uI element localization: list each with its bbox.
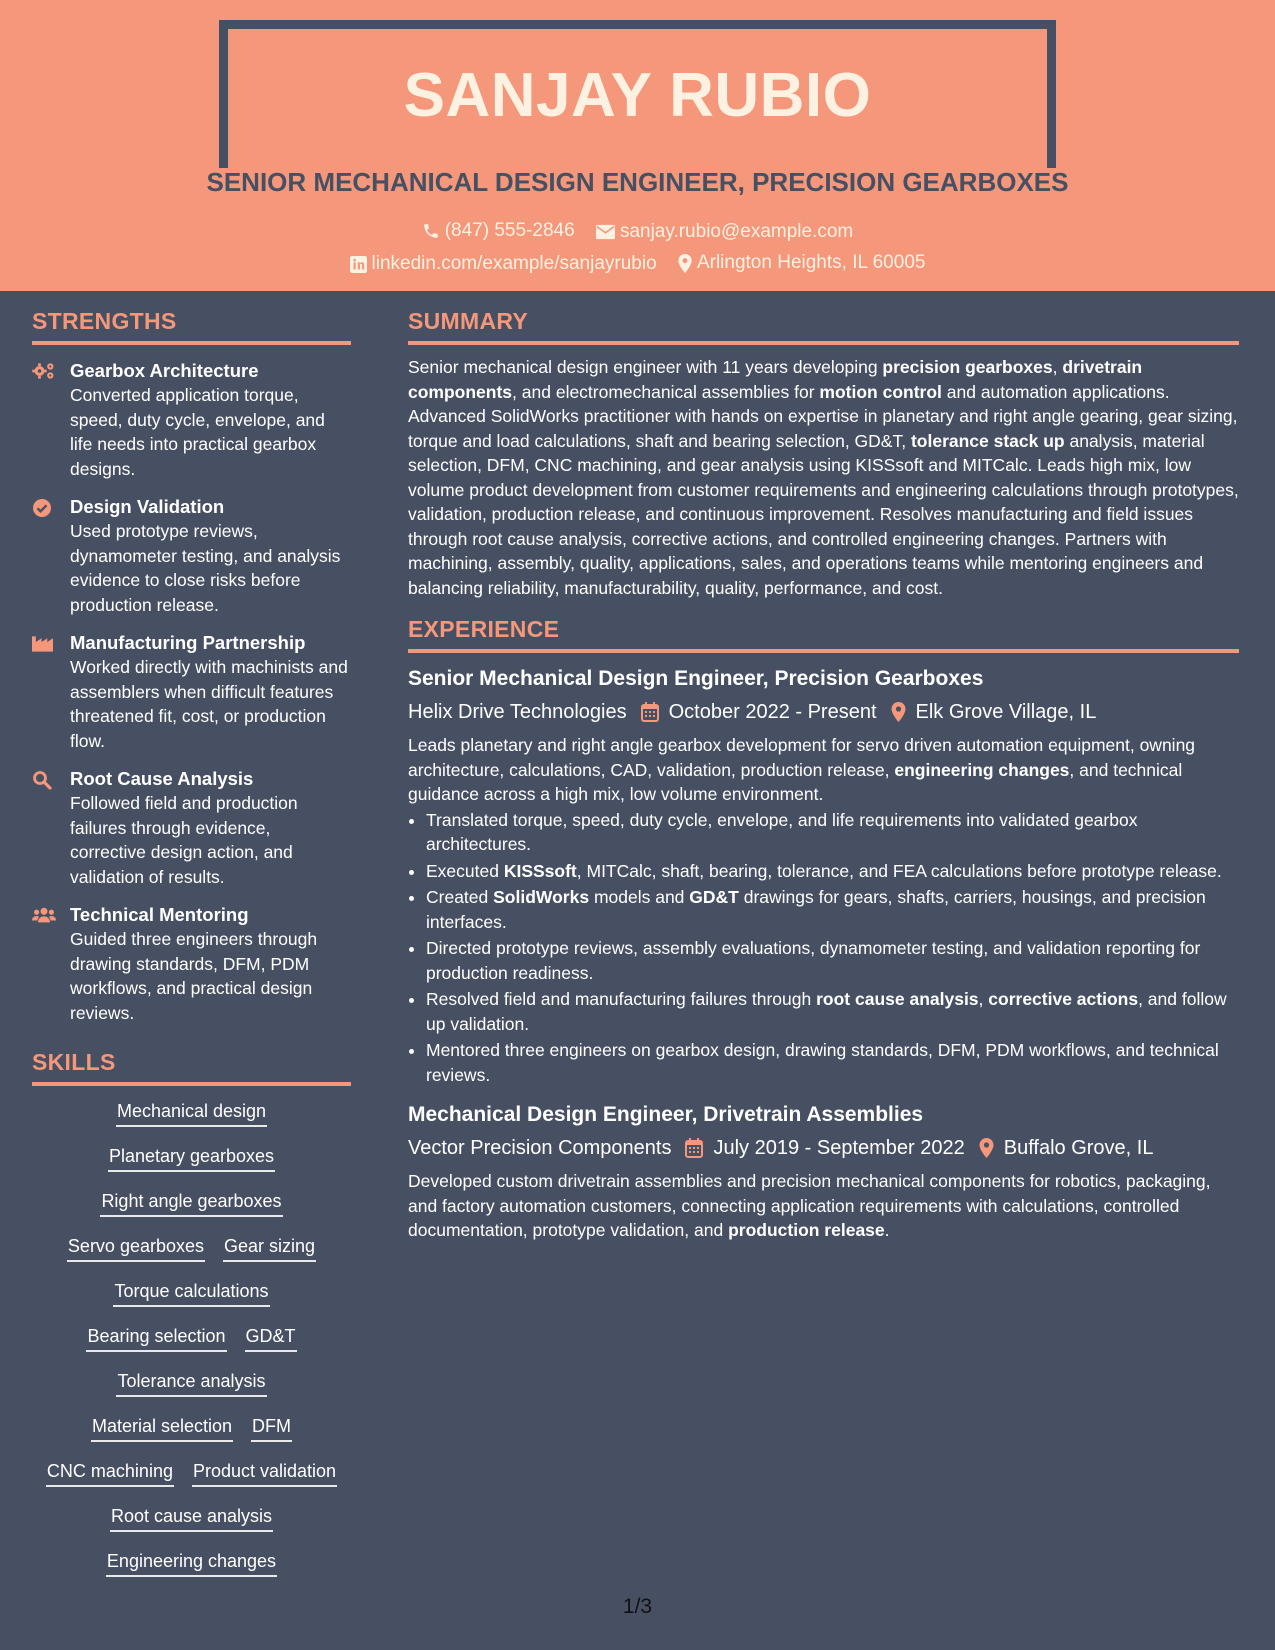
emphasis-text: drivetrain components	[408, 357, 1143, 402]
text-run: ,	[978, 989, 989, 1009]
strength-item	[32, 495, 351, 617]
skill-tag: Material selection	[91, 1415, 233, 1442]
candidate-headline: SENIOR MECHANICAL DESIGN ENGINEER, PRECISION GEARBOXES	[206, 167, 1069, 197]
strength-item	[32, 631, 351, 753]
skill-tag: Product validation	[192, 1460, 337, 1487]
users-icon	[32, 903, 70, 1025]
job-title: Mechanical Design Engineer, Drivetrain Assemblies	[408, 1103, 924, 1126]
job-dates-text: July 2019 - September 2022	[713, 1137, 965, 1159]
right-column	[408, 308, 1239, 1243]
skill-tag: Gear sizing	[223, 1235, 316, 1262]
emphasis-text: GD&T	[689, 887, 739, 907]
email-text: sanjay.rubio@example.com	[619, 221, 854, 242]
calendar-icon	[641, 702, 659, 722]
contact-row-2	[0, 252, 1275, 279]
strength-desc: Converted application torque, speed, duty cycle, envelope, and life needs into practical gearbox designs.	[70, 385, 325, 479]
gears-icon	[32, 359, 70, 481]
summary-heading: SUMMARY	[408, 308, 1239, 345]
contact-email[interactable]	[596, 221, 853, 243]
text-run: Developed custom drivetrain assemblies and precision mechanical components for robotics, packaging, and factory automation customers, connecting application requirements with calculations, controlled documentation, prototype validation, and	[408, 1171, 1211, 1240]
skill-row	[32, 1145, 351, 1190]
job-meta	[408, 699, 1239, 725]
text-run: , MITCalc, shaft, bearing, tolerance, and FEA calculations before prototype release.	[576, 860, 1222, 881]
strength-desc: Used prototype reviews, dynamometer testing, and analysis evidence to close risks before production release.	[70, 521, 341, 615]
emphasis-text: root cause analysis	[816, 989, 979, 1009]
skill-row	[32, 1505, 351, 1550]
job-company: Helix Drive Technologies	[408, 701, 627, 723]
job-location-text: Buffalo Grove, IL	[1003, 1137, 1154, 1159]
industry-icon	[32, 631, 70, 753]
job-dates-text: October 2022 - Present	[668, 701, 877, 723]
text-run: , and electromechanical assemblies for	[512, 381, 820, 402]
strength-title: Technical Mentoring	[70, 904, 249, 925]
emphasis-text: precision gearboxes	[882, 357, 1053, 377]
strength-desc: Guided three engineers through drawing standards, DFM, PDM workflows, and practical design reviews.	[70, 929, 318, 1023]
text-run: , and technical guidance across a high mix, low volume environment.	[408, 759, 1183, 804]
strength-title: Gearbox Architecture	[70, 360, 259, 381]
text-run: and automation applications. Advanced SolidWorks practitioner with hands on expertise in planetary and right angle gearing, gear sizing, torque and load calculations, shaft and bearing selection, GD&T,	[408, 381, 1238, 451]
text-run: analysis, material selection, DFM, CNC machining, and gear analysis using KISSsoft and MITCalc. Leads high mix, low volume product development from customer requirements and engineering calculations through prototypes, validation, production release, and continuous improvement. Resolves manufacturing and field issues through root cause analysis, corrective actions, and controlled engineering changes. Partners with machining, assembly, quality, applications, sales, and operations teams while mentoring engineers and balancing reliability, manufacturability, quality, performance, and cost.	[408, 430, 1239, 598]
job-bullet	[426, 885, 1239, 934]
map-pin-icon	[891, 702, 906, 722]
skill-tag: Right angle gearboxes	[100, 1190, 282, 1217]
emphasis-text: motion control	[819, 381, 942, 402]
contact-phone[interactable]	[422, 220, 575, 242]
strength-title: Design Validation	[70, 496, 225, 517]
emphasis-text: corrective actions	[988, 989, 1139, 1009]
text-run: Leads planetary and right angle gearbox development for servo driven automation equipment, owning architecture, calculations, CAD, validation, production release,	[408, 735, 1196, 780]
job-dates	[685, 1135, 964, 1161]
emphasis-text: engineering changes	[894, 759, 1070, 780]
phone-icon	[422, 222, 440, 240]
contact-row-1	[0, 220, 1275, 246]
emphasis-text: production release	[728, 1220, 885, 1240]
skill-tag: Torque calculations	[113, 1280, 269, 1307]
skill-tag: CNC machining	[46, 1460, 174, 1487]
skill-row	[32, 1100, 351, 1145]
job-bullet	[426, 1038, 1239, 1087]
job-description	[408, 733, 1239, 807]
job-entry	[408, 1101, 1239, 1243]
skill-row	[32, 1190, 351, 1235]
skill-row	[32, 1325, 351, 1370]
skill-tag: Planetary gearboxes	[108, 1145, 275, 1172]
location-text: Arlington Heights, IL 60005	[696, 252, 926, 273]
text-run: ,	[1052, 357, 1063, 377]
left-column	[32, 308, 351, 1595]
text-run: Translated torque, speed, duty cycle, envelope, and life requirements into validated gearbox architectures.	[426, 809, 1138, 854]
text-run: Executed	[426, 860, 504, 881]
contact-location	[678, 252, 926, 274]
skill-row	[32, 1280, 351, 1325]
linkedin-icon	[350, 256, 367, 273]
page-number: 1/3	[622, 1595, 653, 1618]
map-pin-icon	[979, 1138, 994, 1158]
text-run: Created	[426, 887, 494, 907]
job-bullet	[426, 987, 1239, 1036]
job-bullet	[426, 936, 1239, 985]
skill-row	[32, 1460, 351, 1505]
skill-tag: Root cause analysis	[110, 1505, 273, 1532]
skill-row	[32, 1235, 351, 1280]
job-description	[408, 1169, 1239, 1243]
text-run: , and follow up validation.	[426, 989, 1227, 1034]
check-circle-icon	[32, 495, 70, 617]
text-run: drawings for gears, shafts, carriers, housings, and precision interfaces.	[426, 887, 1206, 932]
emphasis-text: KISSsoft	[503, 860, 577, 881]
job-bullet	[426, 859, 1239, 884]
envelope-icon	[596, 224, 615, 240]
text-run: Resolved field and manufacturing failures through	[426, 989, 817, 1009]
strength-desc: Worked directly with machinists and assemblers when difficult features threatened fit, cost, or production flow.	[70, 657, 348, 751]
skills-list	[32, 1100, 351, 1595]
skill-row	[32, 1550, 351, 1595]
strengths-heading: STRENGTHS	[32, 308, 351, 345]
job-location-text: Elk Grove Village, IL	[915, 701, 1097, 723]
strength-title: Root Cause Analysis	[70, 768, 254, 789]
strength-title: Manufacturing Partnership	[70, 632, 306, 653]
skill-row	[32, 1415, 351, 1460]
skills-heading: SKILLS	[32, 1049, 351, 1086]
text-run: Directed prototype reviews, assembly evaluations, dynamometer testing, and validation reporting for production readiness.	[426, 938, 1201, 983]
phone-text: (847) 555-2846	[444, 220, 575, 241]
search-icon	[32, 767, 70, 889]
strength-item	[32, 359, 351, 481]
skill-tag: DFM	[251, 1415, 292, 1442]
job-location	[979, 1135, 1154, 1161]
emphasis-text: tolerance stack up	[910, 430, 1065, 451]
skill-tag: Engineering changes	[106, 1550, 277, 1577]
experience-heading: EXPERIENCE	[408, 616, 1239, 653]
skill-row	[32, 1370, 351, 1415]
job-meta	[408, 1135, 1239, 1161]
skill-tag: Tolerance analysis	[116, 1370, 266, 1397]
text-run: .	[884, 1220, 890, 1240]
skill-tag: Mechanical design	[116, 1100, 267, 1127]
linkedin-text: linkedin.com/example/sanjayrubio	[371, 253, 657, 274]
job-title: Senior Mechanical Design Engineer, Precision Gearboxes	[408, 667, 984, 690]
job-bullets	[408, 808, 1239, 1088]
job-location	[891, 699, 1097, 725]
contact-linkedin[interactable]	[350, 253, 657, 275]
strength-item	[32, 767, 351, 889]
job-entry	[408, 665, 1239, 1087]
map-pin-icon	[678, 254, 692, 273]
text-run: models and	[589, 887, 690, 907]
emphasis-text: SolidWorks	[493, 887, 590, 907]
text-run: Mentored three engineers on gearbox design, drawing standards, DFM, PDM workflows, and technical reviews.	[426, 1040, 1219, 1085]
job-company: Vector Precision Components	[408, 1137, 672, 1159]
strength-item	[32, 903, 351, 1025]
candidate-name: SANJAY RUBIO	[403, 61, 872, 130]
text-run: Senior mechanical design engineer with 11 years developing	[408, 357, 883, 377]
job-bullet	[426, 808, 1239, 857]
job-dates	[641, 699, 877, 725]
skill-tag: Servo gearboxes	[67, 1235, 205, 1262]
summary-text	[408, 355, 1239, 600]
skill-tag: GD&T	[245, 1325, 297, 1352]
calendar-icon	[685, 1138, 703, 1158]
resume-header	[0, 0, 1275, 291]
skill-tag: Bearing selection	[86, 1325, 226, 1352]
strength-desc: Followed field and production failures through evidence, corrective design action, and validation of results.	[70, 793, 298, 887]
